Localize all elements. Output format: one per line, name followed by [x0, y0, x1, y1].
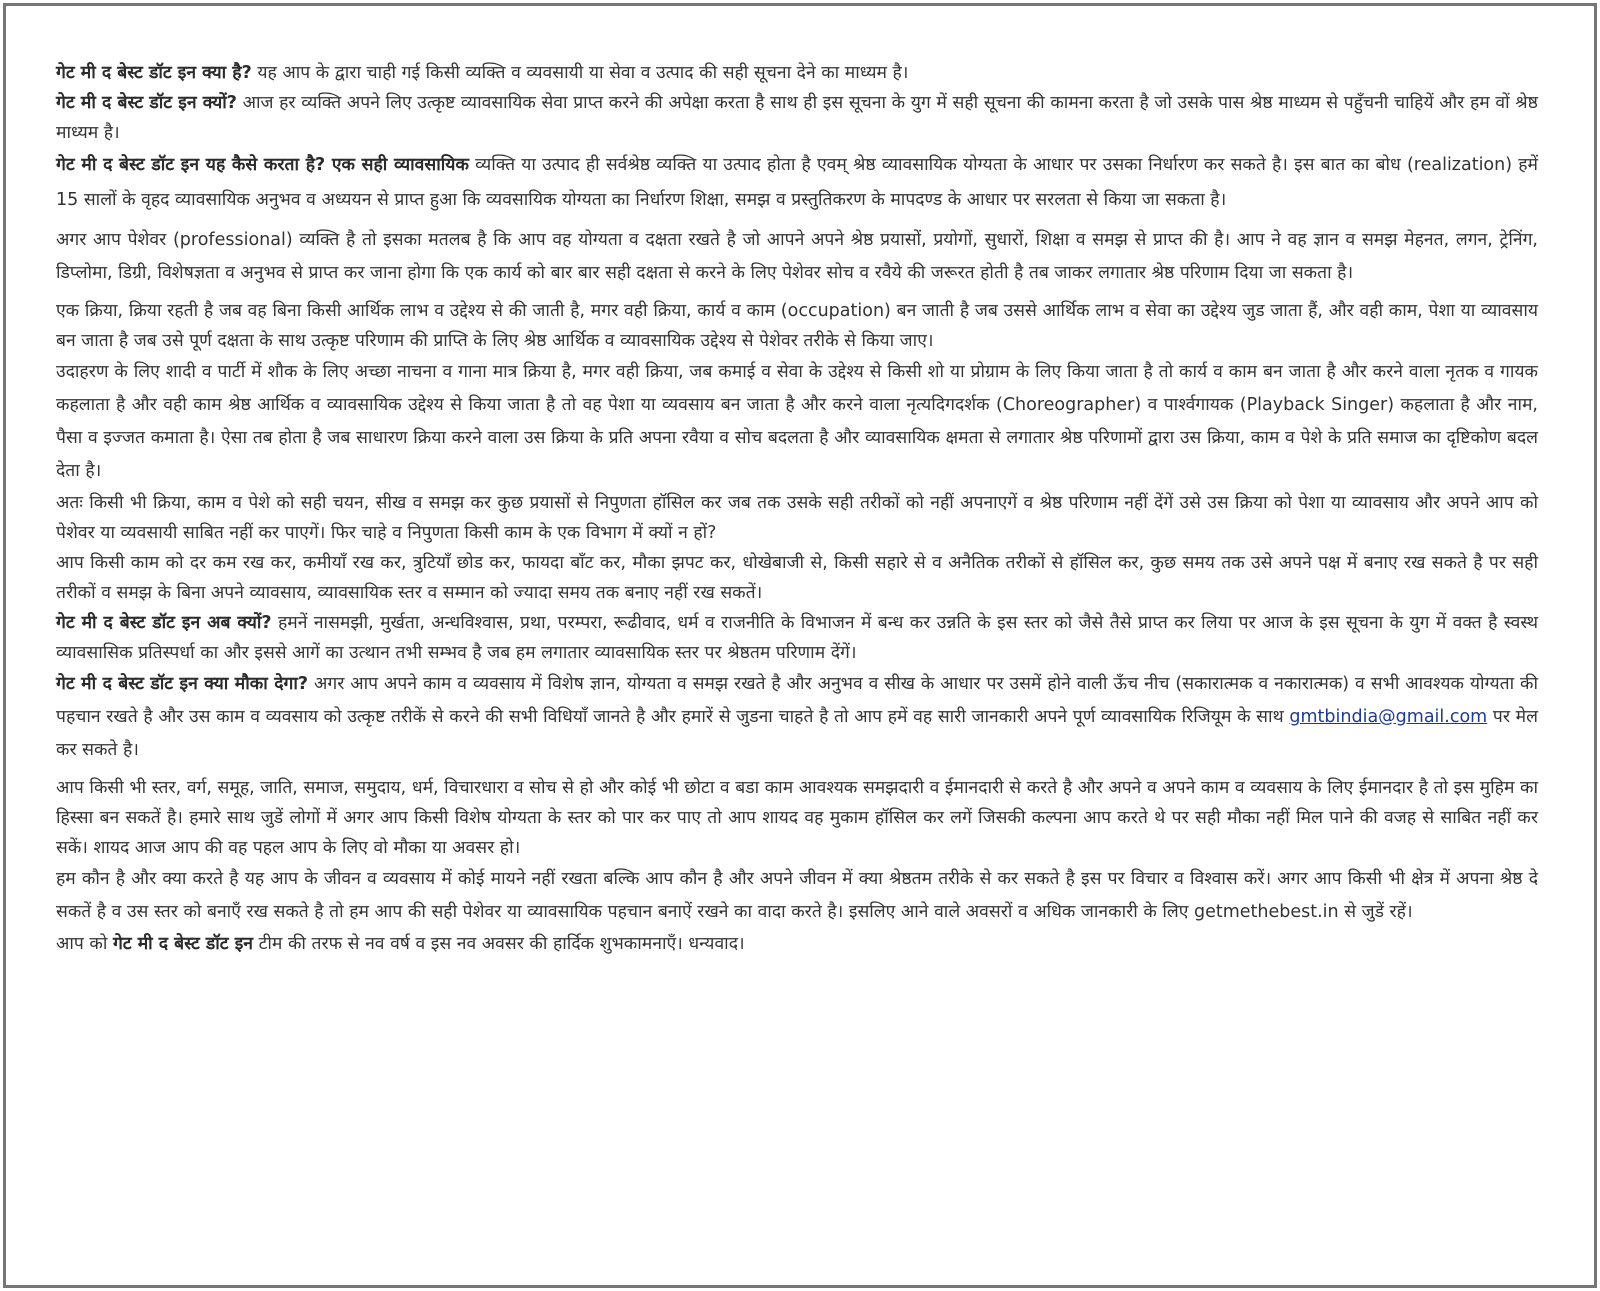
section-heading: गेट मी द बेस्ट डॉट इन यह कैसे करता है? एक सही व्यावसायिक: [56, 155, 469, 175]
paragraph-greeting: [56, 929, 1538, 959]
section-heading: गेट मी द बेस्ट डॉट इन क्या है?: [56, 63, 252, 83]
paragraph-example: उदाहरण के लिए शादी व पार्टी में शौक के लिए अच्छा नाचना व गाना मात्र क्रिया है, मगर वही क्रिया, जब कमाई व सेवा के उद्देश्य से किसी शो या प्रोग्राम के लिए किया जाता है तो कार्य व काम बन जाता है और करने वाला नृतक व गायक कहलाता है और वही काम श्रेष्ठ आर्थिक व व्यावसायिक उद्देश्य से किया जाता है तो वह पेशा या व्यवसाय बन जाता है और करने वाला नृत्यदिगदर्शक (Choreographer) व पार्श्वगायक (Playback Singer) कहलाता है और नाम, पैसा व इज्जत कमाता है। ऐसा तब होता है जब साधारण क्रिया करने वाला उस क्रिया के प्रति अपना रवैया व सोच बदलता है और व्यावसायिक क्षमता से लगातार श्रेष्ठ परिणामों द्वारा उस क्रिया, काम व पेशे के प्रति समाज का दृष्टिकोण बदल देता है।: [56, 362, 1538, 481]
paragraph-professional: अगर आप पेशेवर (professional) व्यक्ति है तो इसका मतलब है कि आप वह योग्यता व दक्षता रखते है जो आपने अपने श्रेष्ठ प्रयासों, प्रयोगों, सुधारों, शिक्षा व समझ से प्राप्त की है। आप ने वह ज्ञान व समझ मेहनत, लगन, ट्रेनिंग, डिप्लोमा, डिग्री, विशेषज्ञता व अनुभव से प्राप्त कर जाना होगा कि एक कार्य को बार बार सही दक्षता से करने के लिए पेशेवर सोच व रवैये की जरूरत होती है तब जाकर लगातार श्रेष्ठ परिणाम दिया जा सकता है।: [56, 230, 1538, 283]
paragraph-text: पर मेल कर सकते है।: [56, 707, 1538, 760]
paragraph-how: [56, 148, 1538, 218]
paragraph-text: हमनें नासमझी, मुर्खता, अन्धविश्वास, प्रथा, परम्परा, रूढीवाद, धर्म व राजनीति के विभाजन में बन्ध कर उन्नति के इस स्तर को जैसे तैसे प्राप्त कर लिया पर आज के इस सूचना के युग में वक्त है स्वस्थ व्यावसासिक प्रतिस्पर्धा का और इससे आगें का उत्थान तभी सम्भव है जब हम लगातार व्यावसायिक स्तर पर श्रेष्ठतम परिणाम देंगें।: [56, 613, 1538, 663]
paragraph-what: [56, 58, 1538, 88]
paragraph-therefore: अतः किसी भी क्रिया, काम व पेशे को सही चयन, सीख व समझ कर कुछ प्रयासों से निपुणता हॉसिल कर जब तक उसके सही तरीकों को नहीं अपनाएगें व श्रेष्ठ परिणाम नहीं देंगें उसे उस क्रिया को पेशा या व्यावसाय और अपने आप को पेशेवर या व्यवसायी साबित नहीं कर पाएगें। फिर चाहे व निपुणता किसी काम के एक विभाग में क्यों न हों?: [56, 493, 1538, 543]
section-heading: गेट मी द बेस्ट डॉट इन अब क्यों?: [56, 613, 272, 633]
section-heading: गेट मी द बेस्ट डॉट इन: [112, 934, 254, 954]
paragraph-opportunity: [56, 668, 1538, 767]
paragraph-shortcuts: आप किसी काम को दर कम रख कर, कमीयाँ रख कर, त्रुटियाँ छोड कर, फायदा बाँट कर, मौका झपट कर, धोखेबाजी से, किसी सहारे से व अनैतिक तरीकों से हॉसिल कर, कुछ समय तक उसे अपने पक्ष में बनाए रख सकते है पर सही तरीकों व समझ के बिना अपने व्यावसाय, व्यावसायिक स्तर व सम्मान को ज्यादा समय तक बनाए नहीं रख सकतें।: [56, 553, 1538, 603]
section-heading: गेट मी द बेस्ट डॉट इन क्यों?: [56, 93, 237, 113]
paragraph-activity: एक क्रिया, क्रिया रहती है जब वह बिना किसी आर्थिक लाभ व उद्देश्य से की जाती है, मगर वही क्रिया, कार्य व काम (occupation) बन जाती है जब उससे आर्थिक लाभ व सेवा का उद्देश्य जुड जाता हैं, और वही काम, पेशा या व्यावसाय बन जाता है जब उसे पूर्ण दक्षता के साथ उत्कृष्ट परिणाम की प्राप्ति के लिए श्रेष्ठ आर्थिक व व्यावसायिक उद्देश्य से पेशेवर तरीके से किया जाए।: [56, 301, 1538, 351]
paragraph-text: व्यक्ति या उत्पाद ही सर्वश्रेष्ठ व्यक्ति या उत्पाद होता है एवम् श्रेष्ठ व्यावसायिक योग्यता के आधार पर उसका निर्धारण कर सकते है। इस बात का बोध (realization) हमें 15 सालों के वृहद व्यावसायिक अनुभव व अध्ययन से प्राप्त हुआ कि व्यवसायिक योग्यता का निर्धारण शिक्षा, समझ व प्रस्तुतिकरण के मापदण्ड के आधार पर सरलता से किया जा सकता है।: [56, 155, 1538, 210]
document-body: [56, 58, 1538, 959]
paragraph-text: टीम की तरफ से नव वर्ष व इस नव अवसर की हार्दिक शुभकामनाएँ। धन्यवाद।: [253, 934, 745, 954]
paragraph-join: आप किसी भी स्तर, वर्ग, समूह, जाति, समाज, समुदाय, धर्म, विचारधारा व सोच से हो और कोई भी छोटा व बडा काम आवश्यक समझदारी व ईमानदारी से करते है और अपने व अपने काम व व्यवसाय के लिए ईमानदार है तो इस मुहिम का हिस्सा बन सकतें है। हमारे साथ जुडें लोगों में अगर आप किसी विशेष योग्यता के स्तर को पार कर पाए तो आप शायद वह मुकाम हॉसिल कर लगें जिसकी कल्पना आप करते थे पर सही मौका नहीं मिल पाने की वजह से साबित नहीं कर सकें। शायद आज आप की वह पहल आप के लिए वो मौका या अवसर हो।: [56, 778, 1538, 858]
paragraph-text: यह आप के द्वारा चाही गई किसी व्यक्ति व व्यवसायी या सेवा व उत्पाद की सही सूचना देने का माध्यम है।: [251, 63, 909, 83]
paragraph-why-now: [56, 608, 1538, 668]
section-heading: गेट मी द बेस्ट डॉट इन क्या मौका देगा?: [56, 674, 309, 694]
paragraph-why: [56, 88, 1538, 148]
paragraph-who: हम कौन है और क्या करते है यह आप के जीवन व व्यवसाय में कोई मायने नहीं रखता बल्कि आप कौन है और अपने जीवन में क्या श्रेष्ठतम तरीके से कर सकते है इस पर विचार व विश्वास करें। अगर आप किसी भी क्षेत्र में अपना श्रेष्ठ दे सकतें है व उस स्तर को बनाएँ रख सकते है तो हम आप की सही पेशेवर या व्यावसायिक पहचान बनाऐं रखने का वादा करते है। इसलिए आने वाले अवसरों व अधिक जानकारी के लिए getmethebest.in से जुडें रहें।: [56, 869, 1538, 922]
paragraph-text: आप को: [56, 934, 113, 954]
paragraph-text: आज हर व्यक्ति अपने लिए उत्कृष्ट व्यावसायिक सेवा प्राप्त करने की अपेक्षा करता है साथ ही इस सूचना के युग में सही सूचना की कामना करता है जो उसके पास श्रेष्ठ माध्यम से पहुँचनी चाहियें और हम वों श्रेष्ठ माध्यम है।: [56, 93, 1538, 143]
paragraph-text: अगर आप अपने काम व व्यवसाय में विशेष ज्ञान, योग्यता व समझ रखते है और अनुभव व सीख के आधार पर उसमें होने वाली ऊँच नीच (सकारात्मक व नकारात्मक) व सभी आवश्यक योग्यता की पहचान रखते है और उस काम व व्यवसाय को उत्कृष्ट तरीकें से करने की सभी विधियाँ जानते है और हमारें से जुडना चाहते है तो आप हमें वह सारी जानकारी अपने पूर्ण व्यावसायिक रिजियूम के साथ: [56, 674, 1538, 727]
email-link[interactable]: gmtbindia@gmail.com: [1289, 707, 1488, 727]
